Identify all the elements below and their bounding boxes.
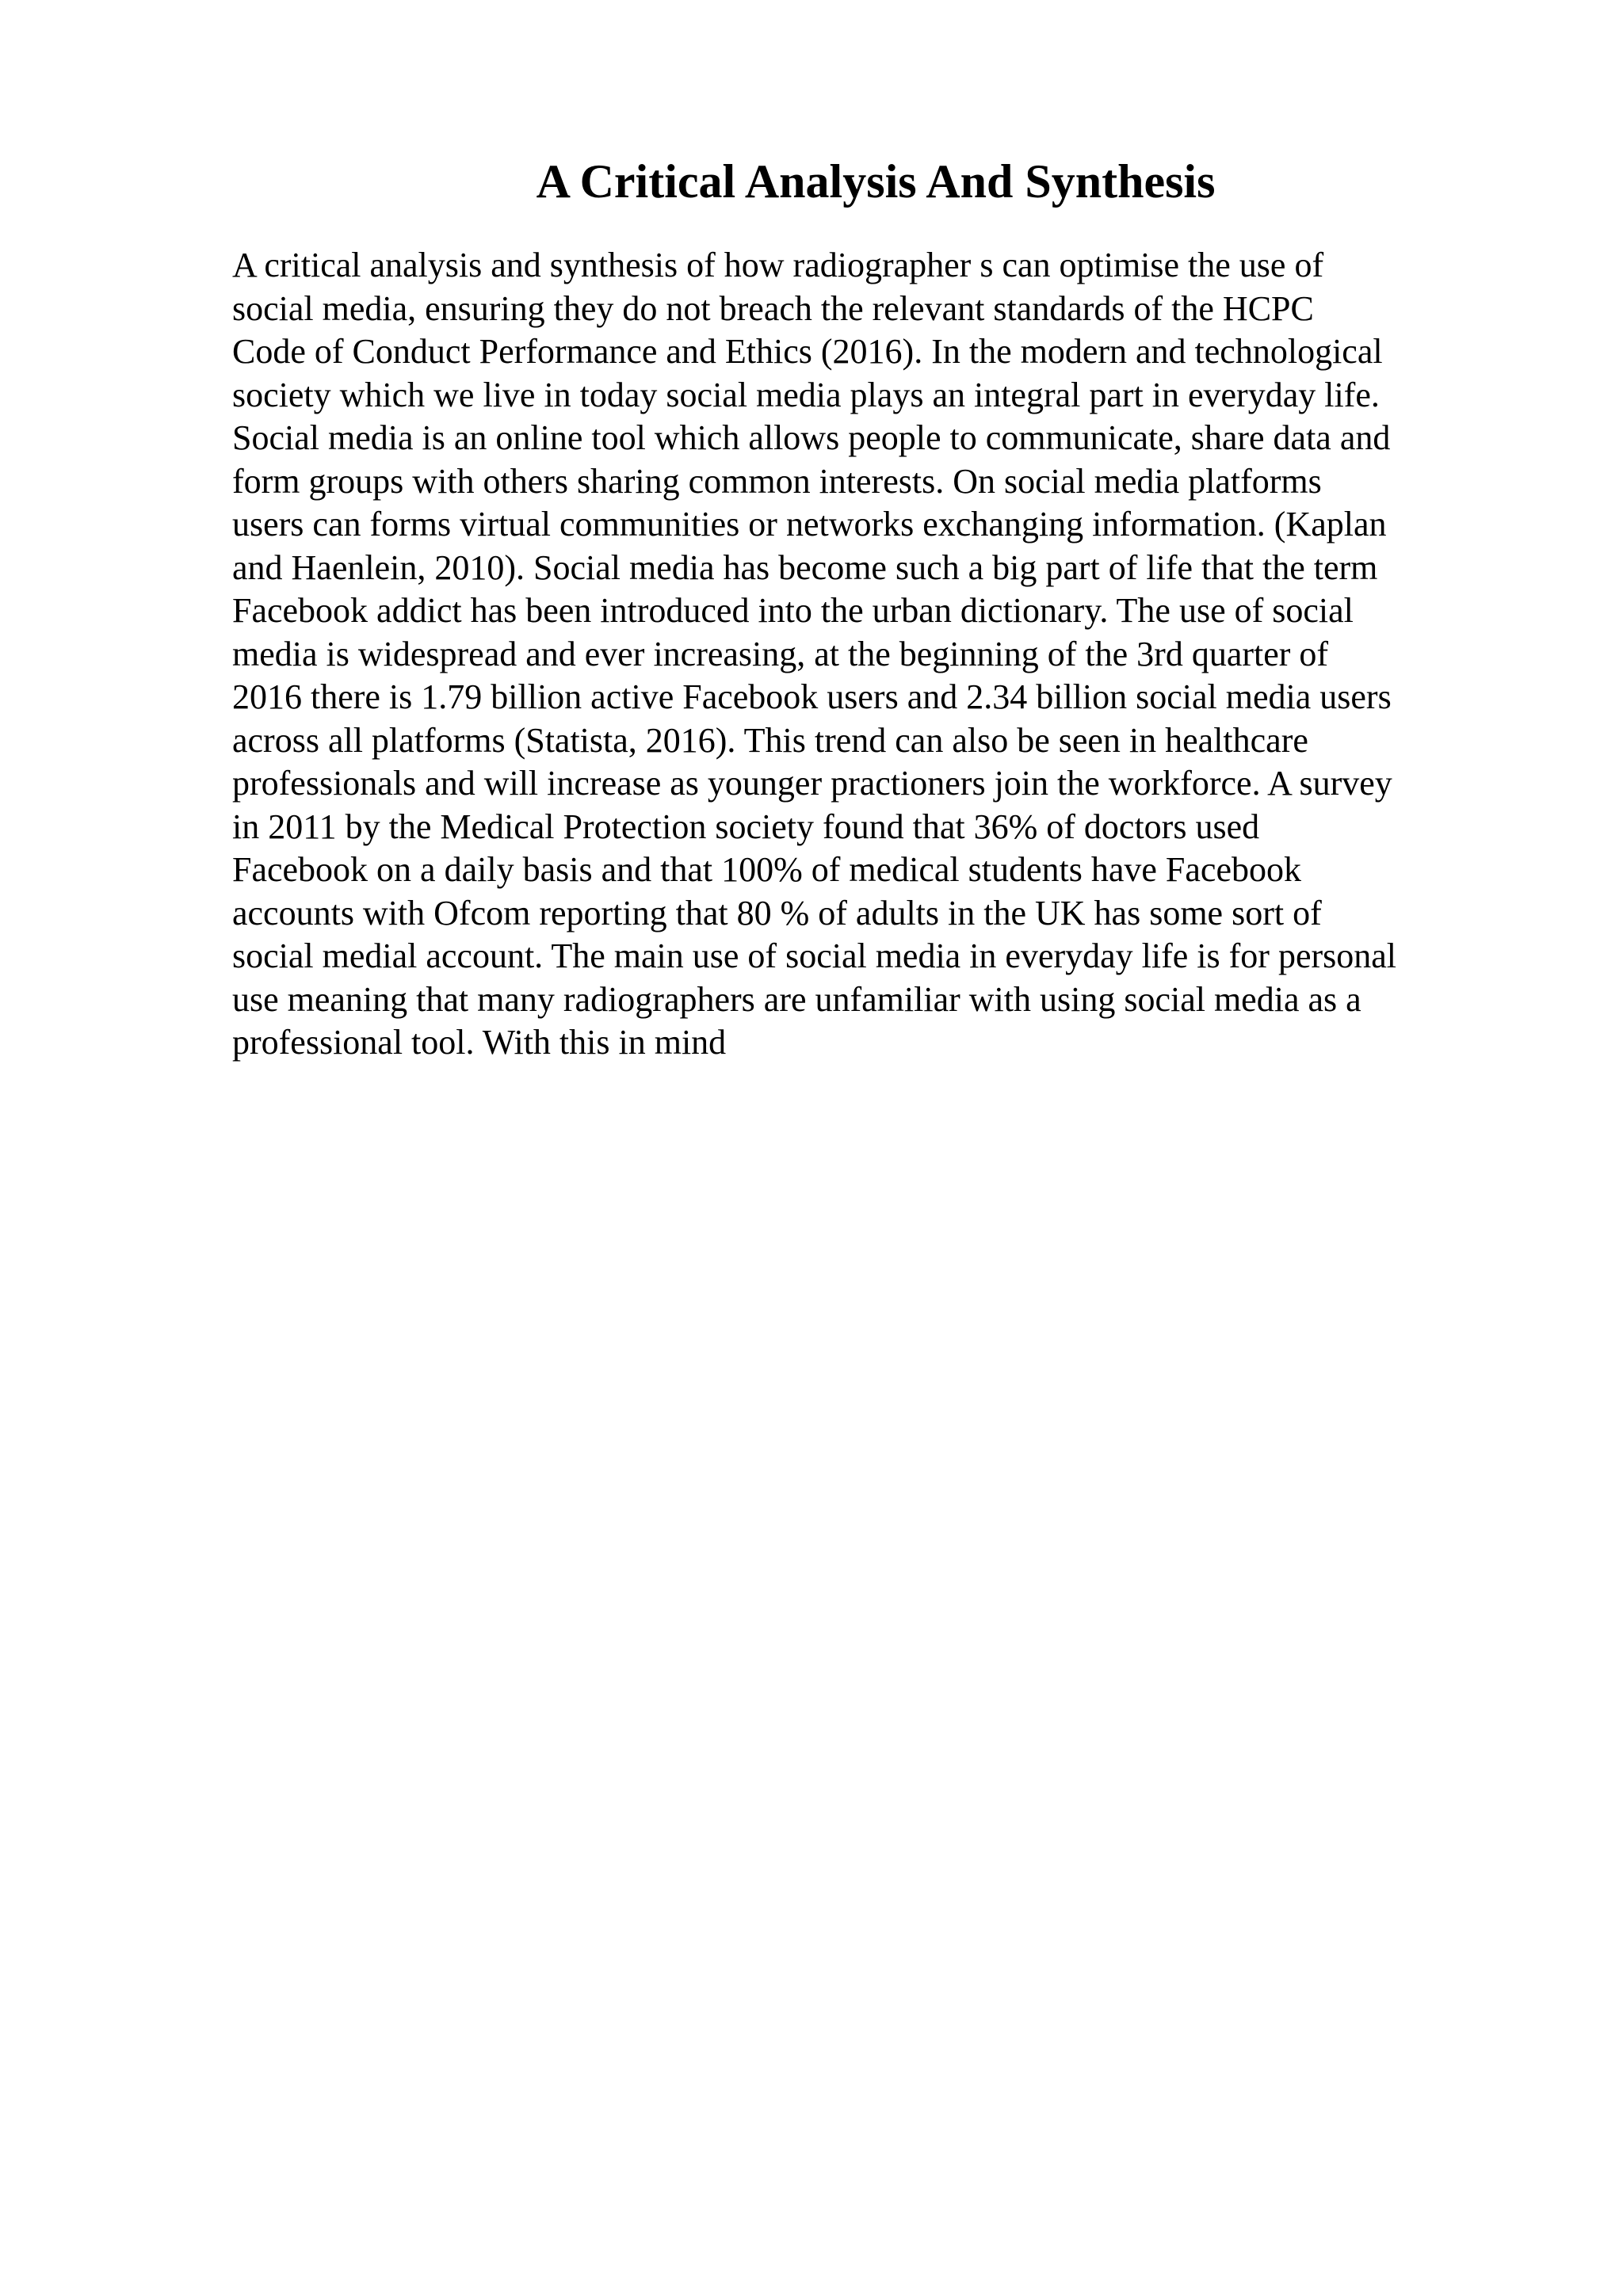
body-line: and Haenlein, 2010). Social media has become such a big part of life that the term	[232, 547, 1378, 587]
body-line: users can forms virtual communities or networks exchanging information. (Kaplan	[232, 505, 1387, 543]
body-line: society which we live in today social media plays an integral part in everyday life.	[232, 375, 1380, 414]
body-line: Facebook addict has been introduced into the urban dictionary. The use of social	[232, 591, 1354, 630]
body-line: form groups with others sharing common interests. On social media platforms	[232, 461, 1322, 501]
body-line: in 2011 by the Medical Protection society found that 36% of doctors used	[232, 807, 1260, 846]
body-line: media is widespread and ever increasing, at the beginning of the 3rd quarter of	[232, 634, 1329, 673]
body-line: Facebook on a daily basis and that 100% of medical students have Facebook	[232, 850, 1301, 889]
body-line: 2016 there is 1.79 billion active Facebook users and 2.34 billion social media users	[232, 677, 1392, 716]
document-body	[232, 244, 1484, 1065]
body-line: social medial account. The main use of social media in everyday life is for personal	[232, 936, 1397, 975]
document-title: A Critical Analysis And Synthesis	[536, 155, 1216, 208]
body-line: social media, ensuring they do not breach the relevant standards of the HCPC	[232, 288, 1314, 328]
body-line: across all platforms (Statista, 2016). This trend can also be seen in healthcare	[232, 720, 1308, 760]
body-line: A critical analysis and synthesis of how radiographer s can optimise the use of	[232, 246, 1324, 284]
body-line: professional tool. With this in mind	[232, 1023, 727, 1062]
body-line: accounts with Ofcom reporting that 80 % of adults in the UK has some sort of	[232, 893, 1322, 933]
body-line: use meaning that many radiographers are unfamiliar with using social media as a	[232, 979, 1361, 1019]
body-line: professionals and will increase as younger practioners join the workforce. A survey	[232, 764, 1392, 803]
body-line: Code of Conduct Performance and Ethics (2016). In the modern and technological	[232, 332, 1383, 371]
body-line: Social media is an online tool which allows people to communicate, share data and	[232, 418, 1391, 457]
